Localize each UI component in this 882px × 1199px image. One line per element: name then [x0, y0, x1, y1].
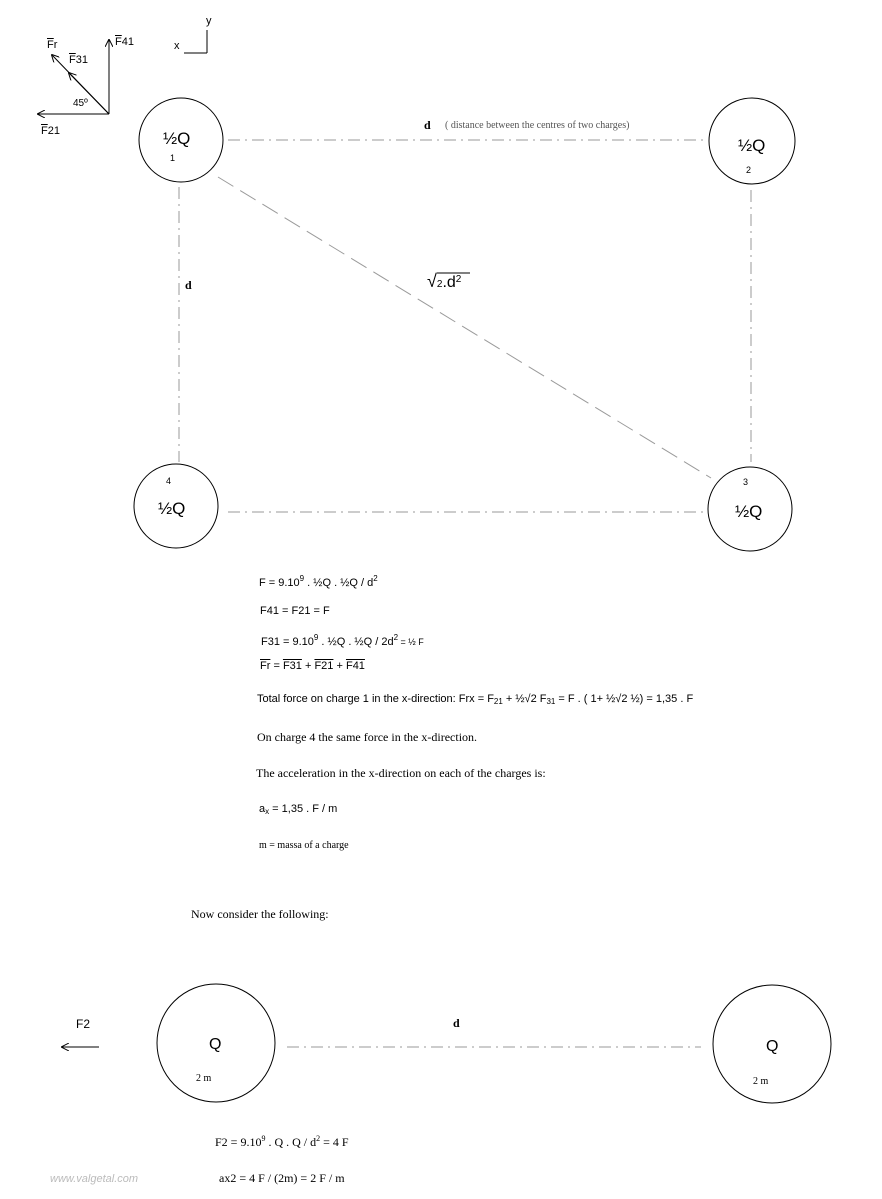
charge-2-number: 2 [746, 165, 752, 175]
angle-label: 45º [73, 98, 88, 109]
charge-2-label: ½Q [738, 136, 766, 155]
equation-f31: $F31 = 9.10^9$ . ½Q . ½Q / $2d^2$ = ½ F [261, 633, 424, 648]
equation-f2: $F2 = 9.10^9$ . Q . $Q / d^2 = 4$ F [215, 1134, 349, 1149]
equation-force: $F = 9.10^9$ . ½Q . ½Q / $d^2$ [259, 574, 378, 589]
mass-definition: m = massa of a charge [259, 840, 349, 851]
equation-resultant: $\overline{Fr} = F31 + F21 + F41$ [260, 660, 365, 672]
consider-heading: Now consider the following: [191, 907, 329, 921]
y-axis-label: y [206, 15, 212, 27]
left-charge-label: Q [209, 1036, 222, 1053]
charge-3-label: ½Q [735, 502, 763, 521]
fr-label: $\overline{F}r$ [47, 39, 58, 51]
charge-1-number: 1 [170, 153, 176, 163]
right-mass-label: 2 m [753, 1076, 769, 1087]
equation-f41-f21: F41 = F21 = F [260, 605, 330, 617]
same-force-text: On charge 4 the same force in the x-direction. [257, 730, 478, 744]
f21-label: $\overline{F}21$ [41, 125, 60, 137]
equation-ax2: ax2 = 4 F / (2m) = 2 F / m [219, 1171, 345, 1185]
f2-label: F2 [76, 1017, 91, 1031]
charge-4-label: ½Q [158, 499, 186, 518]
watermark: www.valgetal.com [50, 1173, 139, 1185]
distance-lines [179, 140, 751, 512]
charge-3-number: 3 [743, 477, 749, 487]
second-distance-label: d [453, 1016, 460, 1030]
charge-4-number: 4 [166, 476, 172, 486]
f31-label: $\overline{F}31$ [69, 54, 88, 66]
equation-total-force: Total force on charge 1 in the x-direction: Frx = $F_{21}$ + ½√2 $F_{31} = F$ . ( 1+ ½√2 ½) = 1,35 . F [257, 693, 694, 706]
charge-1-label: ½Q [163, 129, 191, 148]
axes-symbol [184, 30, 207, 53]
line-1-3 [218, 177, 711, 478]
acceleration-intro: The acceleration in the x-direction on each of the charges is: [256, 766, 546, 780]
equation-acceleration: $a_x = 1,35$ . F / m [259, 803, 338, 816]
left-mass-label: 2 m [196, 1073, 212, 1084]
left-distance-label: d [185, 278, 192, 292]
x-axis-label: x [174, 40, 180, 52]
f41-label: $\overline{F}41$ [115, 36, 134, 48]
right-charge-label: Q [766, 1038, 779, 1055]
diagonal-distance-label: $√2.d^2$ [427, 271, 462, 291]
distance-note: ( distance between the centres of two charges) [445, 120, 630, 131]
top-distance-label: d [424, 118, 431, 132]
